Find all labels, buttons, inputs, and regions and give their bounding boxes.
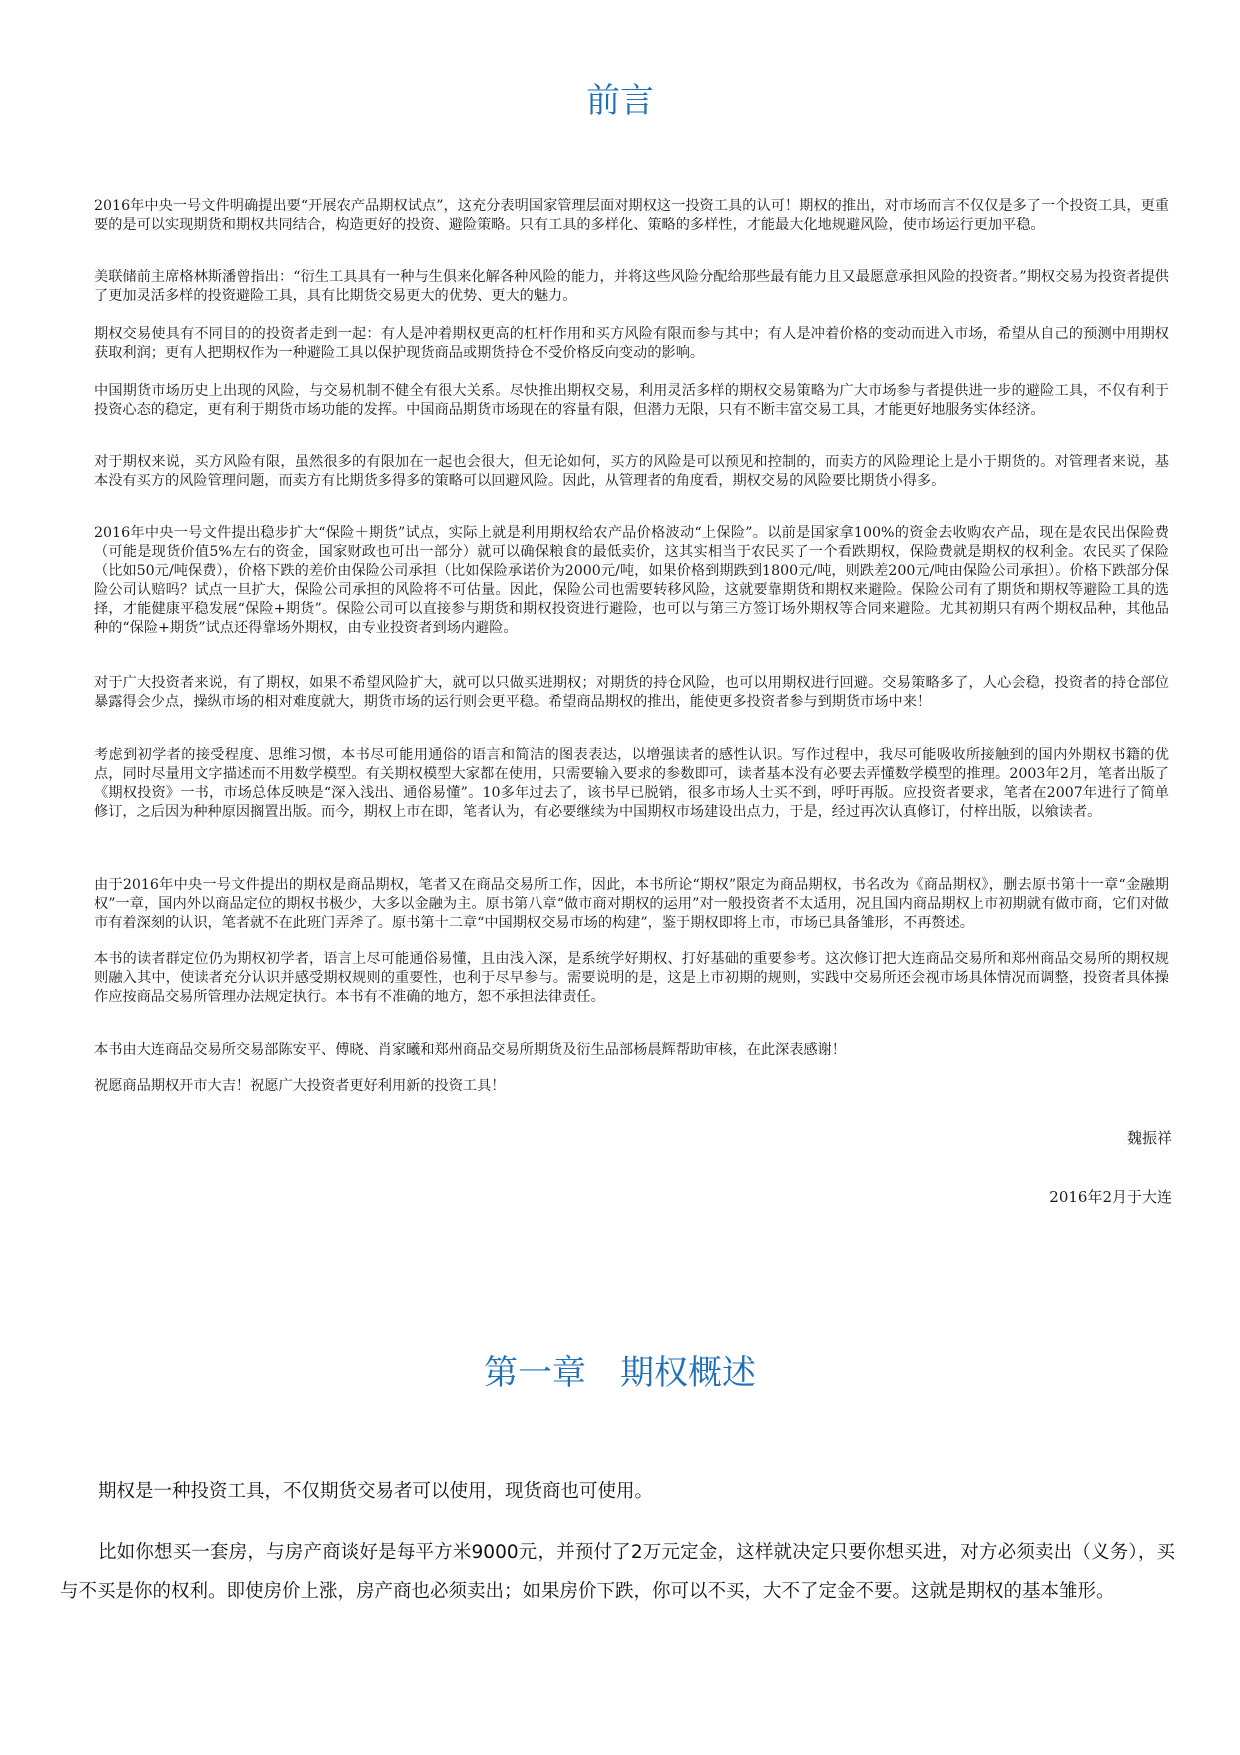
chapter-paragraph-2: 比如你想买一套房，与房产商谈好是每平方米9000元，并预付了2万元定金，这样就决定只要你想买进，对方必须卖出（义务），买与不买是你的权利。即使房价上涨，房产商也必须卖出；如果房价下跌，你可以不买，大不了定金不要。这就是期权的基本雏形。 [60,1542,1175,1602]
preface-paragraph-10: 本书的读者群定位仍为期权初学者，语言上尽可能通俗易懂，且由浅入深，是系统学好期权、打好基础的重要参考。这次修订把大连商品交易所和郑州商品交易所的期权规则融入其中，使读者充分认识并感受期权规则的重要性，也利于尽早参与。需要说明的是，这是上市初期的规则，实践中交易所还会视市场具体情况而调整，投资者具体操作应按商品交易所管理办法规定执行。本书有不准确的地方，恕不承担法律责任。 [94,951,1169,1005]
preface-paragraph-7: 对于广大投资者来说，有了期权，如果不希望风险扩大，就可以只做买进期权；对期货的持仓风险，也可以用期权进行回避。交易策略多了，人心会稳，投资者的持仓部位暴露得会少点，操纵市场的相对难度就大，期货市场的运行则会更平稳。希望商品期权的推出，能使更多投资者参与到期货市场中来！ [94,675,1169,710]
preface-paragraph-9: 由于2016年中央一号文件提出的期权是商品期权，笔者又在商品交易所工作，因此，本书所论“期权”限定为商品期权，书名改为《商品期权》，删去原书第十一章“金融期权”一章，国内外以商品定位的期权书极少，大多以金融为主。原书第八章“做市商对期权的运用”对一般投资者不太适用，况且国内商品期权上市初期就有做市商，它们对做市有着深刻的认识，笔者就不在此班门弄斧了。原书第十二章“中国期权交易市场的构建”，鉴于期权即将上市，市场已具备雏形，不再赘述。 [94,877,1169,931]
preface-paragraph-12: 祝愿商品期权开市大吉！祝愿广大投资者更好利用新的投资工具！ [94,1078,506,1094]
preface-paragraph-3: 期权交易使具有不同目的的投资者走到一起：有人是冲着期权更高的杠杆作用和买方风险有限而参与其中；有人是冲着价格的变动而进入市场，希望从自己的预测中用期权获取利润；更有人把期权作为一种避险工具以保护现货商品或期货持仓不受价格反向变动的影响。 [94,326,1169,361]
preface-title: 前言 [586,81,654,121]
preface-paragraph-6: 2016年中央一号文件提出稳步扩大“保险＋期货”试点，实际上就是利用期权给农产品价格波动“上保险”。以前是国家拿100%的资金去收购农产品，现在是农民出保险费（可能是现货价值5%左右的资金，国家财政也可出一部分）就可以确保粮食的最低卖价，这其实相当于农民买了一个看跌期权，保险费就是期权的权利金。农民买了保险（比如50元/吨保费），价格下跌的差价由保险公司承担（比如保险承诺价为2000元/吨，如果价格到期跌到1800元/吨，则跌差200元/吨由保险公司承担）。价格下跌部分保险公司认赔吗？试点一旦扩大，保险公司承担的风险将不可估量。因此，保险公司也需要转移风险，这就要靠期货和期权来避险。保险公司有了期货和期权等避险工具的选择，才能健康平稳发展“保险+期货”。保险公司可以直接参与期货和期权投资进行避险，也可以与第三方签订场外期权等合同来避险。尤其初期只有两个期权品种，其他品种的“保险+期货”试点还得靠场外期权，由专业投资者到场内避险。 [94,525,1169,636]
preface-author: 魏振祥 [1126,1129,1172,1147]
chapter-title: 第一章 期权概述 [484,1353,756,1393]
chapter-paragraph-1: 期权是一种投资工具，不仅期货交易者可以使用，现货商也可使用。 [98,1481,654,1502]
preface-paragraph-1: 2016年中央一号文件明确提出要“开展农产品期权试点”，这充分表明国家管理层面对期权这一投资工具的认可！期权的推出，对市场而言不仅仅是多了一个投资工具，更重要的是可以实现期货和期权共同结合，构造更好的投资、避险策略。只有工具的多样化、策略的多样性，才能最大化地规避风险，使市场运行更加平稳。 [94,198,1169,233]
preface-paragraph-11: 本书由大连商品交易所交易部陈安平、傅晓、肖家曦和郑州商品交易所期货及衍生品部杨晨辉帮助审核，在此深表感谢！ [94,1042,846,1058]
preface-date: 2016年2月于大连 [1049,1188,1172,1206]
preface-paragraph-8: 考虑到初学者的接受程度、思维习惯，本书尽可能用通俗的语言和简洁的图表表达，以增强读者的感性认识。写作过程中，我尽可能吸收所接触到的国内外期权书籍的优点，同时尽量用文字描述而不用数学模型。有关期权模型大家都在使用，只需要输入要求的参数即可，读者基本没有必要去弄懂数学模型的推理。2003年2月，笔者出版了《期权投资》一书，市场总体反映是“深入浅出、通俗易懂”。10多年过去了，该书早已脱销，很多市场人士买不到，呼吁再版。应投资者要求，笔者在2007年进行了简单修订，之后因为种种原因搁置出版。而今，期权上市在即，笔者认为，有必要继续为中国期权市场建设出点力，于是，经过再次认真修订，付梓出版，以飨读者。 [94,747,1169,820]
preface-paragraph-4: 中国期货市场历史上出现的风险，与交易机制不健全有很大关系。尽快推出期权交易，利用灵活多样的期权交易策略为广大市场参与者提供进一步的避险工具，不仅有利于投资心态的稳定，更有利于期货市场功能的发挥。中国商品期货市场现在的容量有限，但潜力无限，只有不断丰富交易工具，才能更好地服务实体经济。 [94,383,1169,418]
preface-paragraph-5: 对于期权来说，买方风险有限，虽然很多的有限加在一起也会很大，但无论如何，买方的风险是可以预见和控制的，而卖方的风险理论上是小于期货的。对管理者来说，基本没有买方的风险管理问题，而卖方有比期货多得多的策略可以回避风险。因此，从管理者的角度看，期权交易的风险要比期货小得多。 [94,454,1169,489]
preface-paragraph-2: 美联储前主席格林斯潘曾指出：“衍生工具具有一种与生俱来化解各种风险的能力，并将这些风险分配给那些最有能力且又最愿意承担风险的投资者。”期权交易为投资者提供了更加灵活多样的投资避险工具，具有比期货交易更大的优势、更大的魅力。 [94,269,1169,304]
